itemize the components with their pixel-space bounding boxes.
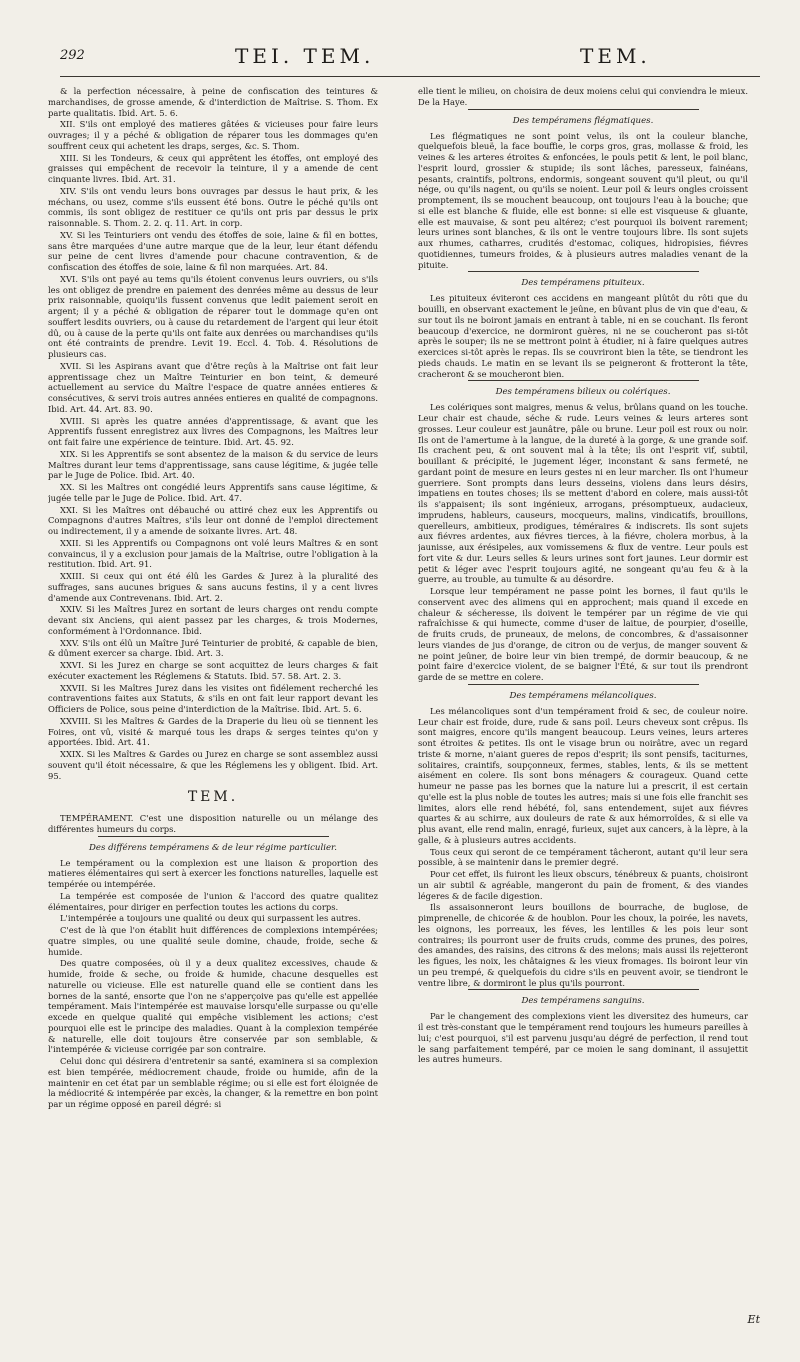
paragraph: Celui donc qui désirera d'entretenir sa santé, examinera si sa complexion est bien tempérée, médiocrement chaude, froide ou humide, afin de la maintenir en cet état par un semblable régime; ou si elle est fort éloignée de la médiocrité & intempérée par excès, la changer, & la remettre en bon point par un régime opposé en pareil dégré: si (48, 1056, 378, 1110)
paragraph: Les mélancoliques sont d'un tempérament froid & sec, de couleur noire. Leur chair est froide, dure, rude & sans poil. Leurs cheveux sont crêpus. Ils sont maigres, encore qu'ils mangent beaucoup. Leurs veines, leurs arteres sont étroites & petites. Ils ont le visage brun ou noirâtre, avec un regard triste & morne, n'aiant gueres de repos d'esprit; ils sont pensifs, taciturnes, solitaires, craintifs, soupçonneux, fermes, stables, lents, & ils se mettent aisément en colere. Ils sont bons ménagers & courageux. Quand cette humeur ne passe pas les bornes que la nature lui a prescrit, il est certain qu'elle est la plus noble de toutes les autres; mais si une fois elle franchit ses limites, alors elle rend hébété, fol, sans entendement, sujet aux fiévres quartes & au schirre, aux douleurs de rate & aux hémorroïdes, & si elle va plus avant, elle rend malin, enragé, furieux, sujet aux cancers, à la lèpre, à la galle, & à plusieurs autres accidents. (418, 705, 748, 845)
paragraph: XXIV. Si les Maîtres Jurez en sortant de leurs charges ont rendu compte devant six Anciens, qui aient passez par les charges, & trois Modernes, conformément à l'Ordonnance. Ibid. (48, 604, 378, 636)
left-column (48, 86, 378, 1322)
paragraph: Le tempérament ou la complexion est une liaison & proportion des matieres élémentaires qui sert à exercer les fonctions naturelles, laquelle est tempérée ou intempérée. (48, 857, 378, 890)
paragraph: XII. S'ils ont employé des matieres gâtées & vicieuses pour faire leurs ouvrages; il y a péché & obligation de réparer tous les dommages qu'en souffrent ceux qui achetent les draps, serges, &c. S. Thom. (48, 119, 378, 151)
paragraph: XXII. Si les Apprentifs ou Compagnons ont volé leurs Maîtres & en sont convaincus, il y a exclusion pour jamais de la Maîtrise, outre l'obligation à la restitution. Ibid. Art. 91. (48, 537, 378, 570)
paragraph: XXIII. Si ceux qui ont été élû les Gardes & Jurez à la pluralité des suffrages, sans aucunes brigues & sans aucuns festins, il y a cent livres d'amende aux Contrevenans. Ibid. Art. 2. (48, 571, 378, 603)
paragraph: XVIII. Si après les quatre années d'apprentissage, & avant que les Apprentifs fussent enregistrez aux livres des Compagnons, les Maîtres leur ont fait faire une expérience de teinture. Ibid. Art. 45. 92. (48, 415, 378, 447)
section-paragraphs (48, 813, 378, 835)
section-heading: Des tempéramens bilieux ou colériques. (495, 387, 671, 398)
section-heading: Des tempéramens mélancoliques. (509, 690, 657, 701)
paragraph: XXV. S'ils ont élû un Maître Juré Teinturier de probité, & capable de bien, & dûment exercer sa charge. Ibid. Art. 3. (48, 637, 378, 659)
paragraph: Lorsque leur tempérament ne passe point les bornes, il faut qu'ils le conservent avec des alimens qui en approchent; mais quand il excede en chaleur & sécheresse, ils doivent le tempérer par un régime de vie qui rafraîchisse & qui humecte, comme d'user de laitue, de pourpier, d'oseille, de fruits cruds, de pruneaux, de melons, de concombres, & d'assaisonner leurs viandes de jus d'orange, de citron ou de verjus, de manger souvent & ne point jeûner, de boire leur vin bien trempé, de dormir beaucoup, & ne point faire d'exercice violent, de se baigner l'Été, & sur tout ils prendront garde de se mettre en colere. (418, 586, 748, 682)
paragraph: XV. Si les Teinturiers ont vendu des étoffes de soie, laine & fil en bottes, sans être marquées d'une autre marque que de la leur, leur étant défendu sur peine de cent livres d'amende pour chacune contravention, & de confiscation des étoffes de soie, laine & fil non marquées. Art. 84. (48, 229, 378, 272)
paragraph: XVII. Si les Aspirans avant que d'être reçûs à la Maîtrise ont fait leur apprentissage chez un Maître Teinturier en bon teint, & demeuré actuellement au service du Maître l'espace de quatre années entieres & consécutives, & servi trois autres années entieres en qualité de compagnons. Ibid. Art. 44. Art. 83. 90. (48, 360, 378, 414)
section-heading: Des tempéramens flégmatiques. (512, 115, 654, 126)
paragraph: XXI. Si les Maîtres ont débauché ou attiré chez eux les Apprentifs ou Compagnons d'autres Maîtres, s'ils leur ont donné de l'emploi directement ou indirectement, il y a amende de soixante livres. Art. 48. (48, 504, 378, 536)
rule (468, 271, 699, 272)
rule (468, 380, 699, 381)
rule (468, 684, 699, 685)
paragraph: Les pituiteux éviteront ces accidens en mangeant plûtôt du rôti que du bouilli, en observant exactement le jeûne, en bûvant plus de vin que d'eau, & sur tout ils ne boiront jamais en entrant à table, ni en se couchant. Ils feront beaucoup d'exercice, ne dormiront guères, ni ne se coucheront pas si-tôt après le souper; ils ne se mettront point à étudier, ni à faire quelques autres exercices si-tôt après le repas. Ils se couvriront bien la tête, se tiendront les pieds chauds. Le matin en se levant ils se peigneront & frotteront la tête, cracheront & se moucheront bien. (418, 293, 748, 379)
paragraph: XIII. Si les Tondeurs, & ceux qui apprêtent les étoffes, ont employé des graisses qui empêchent de recevoir la teinture, il y a amende de cent cinquante livres. Ibid. Art. 31. (48, 152, 378, 184)
sub-paragraphs (48, 858, 378, 1110)
paragraph: Tous ceux qui seront de ce tempérament tâcheront, autant qu'il leur sera possible, à se maintenir dans le premier degré. (418, 846, 748, 868)
paragraph: XX. Si les Maîtres ont congédié leurs Apprentifs sans cause légitime, & jugée telle par le Juge de Police. Ibid. Art. 47. (48, 482, 378, 503)
paragraph: XXVIII. Si les Maîtres & Gardes de la Draperie du lieu où se tiennent les Foires, ont vû, visité & marqué tous les draps & serges teintes qu'on y apportées. Ibid. Art. 41. (48, 715, 378, 748)
paragraph: La tempérée est composée de l'union & l'accord des quatre qualitez élémentaires, pour diriger en perfection toutes les actions du corps. (48, 890, 378, 912)
paragraph: L'intempérée a toujours une qualité ou deux qui surpassent les autres. (60, 913, 361, 924)
right-column (418, 86, 748, 1322)
page-number: 292 (60, 48, 85, 63)
rule (98, 836, 329, 837)
paragraph: & la perfection nécessaire, à peine de confiscation des teintures & marchandises, de grosse amende, & d'interdiction de Maîtrise. S. Thom. Ex parte qualitatis. Ibid. Art. 5. 6. (48, 86, 378, 118)
paragraph: XXVII. Si les Maîtres Jurez dans les visites ont fidélement recherché les contraventions faites aux Statuts, & s'ils en ont fait leur rapport devant les Officiers de Police, sous peine d'interdiction de la Maîtrise. Ibid. Art. 5. 6. (48, 682, 378, 714)
section-heading: Des tempéramens pituiteux. (521, 278, 645, 289)
left-paragraphs (48, 86, 378, 781)
paragraph: Par le changement des complexions vient les diversitez des humeurs, car il est très-constant que le tempérament rend toujours les humeurs pareilles à lui; c'est pourquoi, s'il est parvenu jusqu'au dégré de perfection, il rend tout le sang parfaitement tempéré, par ce moien le sang dominant, il assujettit les autres humeurs. (418, 1011, 748, 1065)
paragraph: Les flégmatiques ne sont point velus, ils ont la couleur blanche, quelquefois bleuë, la face bouffie, le corps gros, gras, mollasse & froid, les veines & les arteres étroites & enfoncées, le pouls petit & lent, le poil blanc, l'esprit lourd, grossier & stupide; ils sont lâches, paresseux, fainéans, pesants, craintifs, poltrons, endormis, songeant souvent qu'il pleut, ou qu'il nége, ou qu'ils nagent, ou qu'ils se noient. Leur poil & leurs ongles croissent promptement, ils se mouchent beaucoup, ont toujours l'eau à la bouche; que si elle est blanche & fluide, elle est bonne: si elle est visqueuse & gluante, elle est mauvaise, & sont peu altérez; c'est pourquoi ils boivent rarement; leurs urines sont blanches, & ils ont le ventre toujours libre. Ils sont sujets aux rhumes, catharres, crudités d'estomac, coliques, hidropisies, fiévres quotidiennes, tumeurs froides, & à plusieurs autres maladies venant de la pituite. (418, 130, 748, 270)
paragraph: C'est de là que l'on établit huit différences de complexions intempérées; quatre simples, ou une qualité seule domine, chaude, froide, seche & humide. (48, 925, 378, 957)
paragraph: Ils assaisonneront leurs bouillons de bourrache, de buglose, de pimprenelle, de chicorée & de houblon. Pour les choux, la poirée, les navets, les oignons, les porreaux, les féves, les lentilles & les pois leur sont contraires; ils pourront user de fruits cruds, comme des prunes, des poires, des amandes, des raisins, des citrons & des melons; mais aussi ils rejetteront les figues, les noix, les châtaignes & les vieux fromages. Ils boiront leur vin un peu trempé, & quelquefois du cidre s'ils en peuvent avoir, se tiendront le ventre libre, & dormiront le plus qu'ils pourront. (418, 902, 748, 988)
paragraph: XIV. S'ils ont vendu leurs bons ouvrages par dessus le haut prix, & les méchans, ou usez, comme s'ils eussent été bons. Outre le péché qu'ils ont commis, ils sont obligez de restituer ce qu'ils ont pris par dessus le prix raisonnable. S. Thom. 2. 2. q. 11. Art. in corp. (48, 185, 378, 228)
section-heading: Des tempéramens sanguins. (521, 996, 645, 1007)
running-head-left: TEI. TEM. (235, 44, 375, 68)
paragraph: XXVI. Si les Jurez en charge se sont acquittez de leurs charges & fait exécuter exactement les Réglemens & Statuts. Ibid. 57. 58. Art. 2. 3. (48, 660, 378, 681)
paragraph: XVI. S'ils ont payé au tems qu'ils étoient convenus leurs ouvriers, ou s'ils les ont obligez de prendre en paiement des denrées même au dessus de leur prix raisonnable, quoiqu'ils fussent convenus que ledit paiement seroit en argent; il y a péché & obligation de réparer tout le dommage qu'en ont souffert lesdits ouvriers, ou à cause du retardement de l'argent qui leur étoit dû, ou à cause de la perte qu'ils ont faite aux denrées ou marchandises qu'ils ont été contraints de prendre. Levit 19. Eccl. 4. Tob. 4. Résolutions de plusieurs cas. (48, 273, 378, 359)
paragraph: XIX. Si les Apprentifs se sont absentez de la maison & du service de leurs Maîtres durant leur tems d'apprentissage, sans cause légitime, & jugée telle par le Juge de Police. Ibid. Art. 40. (48, 448, 378, 481)
paragraph: Pour cet effet, ils fuiront les lieux obscurs, ténébreux & puants, choisiront un air subtil & agréable, mangeront du pain de froment, & des viandes légeres & de facile digestion. (418, 869, 748, 901)
running-head-right: TEM. (580, 44, 651, 68)
page-header (60, 40, 760, 77)
rule (468, 989, 699, 990)
paragraph: TEMPÉRAMENT. C'est une disposition naturelle ou un mélange des différentes humeurs du corps. (48, 813, 378, 834)
rule (468, 109, 699, 110)
intro-paragraph: elle tient le milieu, on choisira de deux moiens celui qui conviendra le mieux. De la Haye. (418, 86, 748, 107)
section-title: TEM. (187, 789, 239, 806)
sub-heading: Des différens tempéramens & de leur régime particulier. (89, 842, 337, 853)
paragraph: Les colériques sont maigres, menus & velus, brûlans quand on les touche. Leur chair est chaude, séche & rude. Leurs veines & leurs arteres sont grosses. Leur couleur est jaunâtre, pâle ou brune. Leur poil est roux ou noir. Ils ont de l'amertume à la langue, de la dureté à la gorge, & une grande soif. Ils crachent peu, & ont souvent mal à la tête; ils ont l'esprit vif, subtil, bouillant & précipité, le jugement léger, inconstant & sans fermeté, ne gardant point de mesure en leurs gestes ni en leur marcher. Ils ont l'humeur guerriere. Sont prompts dans leurs desseins, violens dans leurs désirs, impatiens en toutes choses; ils se mettent d'abord en colere, mais aussi-tôt ils s'appaisent; ils sont ingénieux, arrogans, présomptueux, audacieux, imprudens, hableurs, causeurs, mocqueurs, malins, vindicatifs, brouillons, querelleurs, ambitieux, prodigues, téméraires & indiscrets. Ils sont sujets aux fiévres ardentes, aux fiévres tierces, à la fiévre, cholera morbus, à la jaunisse, aux érésipeles, aux vomissemens & flux de ventre. Leur pouls est fort vite & dur. Leurs selles & leurs urines sont fort jaunes. Leur dormir est petit & léger avec l'esprit toujours agité, ne songeant qu'au feu & à la guerre, au trouble, au tumulte & au désordre. (418, 402, 748, 585)
right-sections (418, 109, 748, 1066)
catchword: Et (747, 1313, 760, 1326)
paragraph: Des quatre composées, où il y a deux qualitez excessives, chaude & humide, froide & seche, ou froide & humide, chacune desquelles est naturelle ou vicieuse. Elle est naturelle quand elle se contient dans les bornes de la santé, ensorte que l'on ne s'apperçoive pas qu'elle est appellée tempérament. Mais l'intempérée est mauvaise lorsqu'elle surpasse ou qu'elle excede en quelque qualité qui empêche visiblement les actions; c'est pourquoi elle est le principe des maladies. Quant à la complexion tempérée & naturelle, elle doit toujours être conservée par son semblable, & l'intempérée & vicieuse corrigée par son contraire. (48, 958, 378, 1055)
paragraph: XXIX. Si les Maîtres & Gardes ou Jurez en charge se sont assemblez aussi souvent qu'il étoit nécessaire, & que les Réglemens les y obligent. Ibid. Art. 95. (48, 749, 378, 781)
